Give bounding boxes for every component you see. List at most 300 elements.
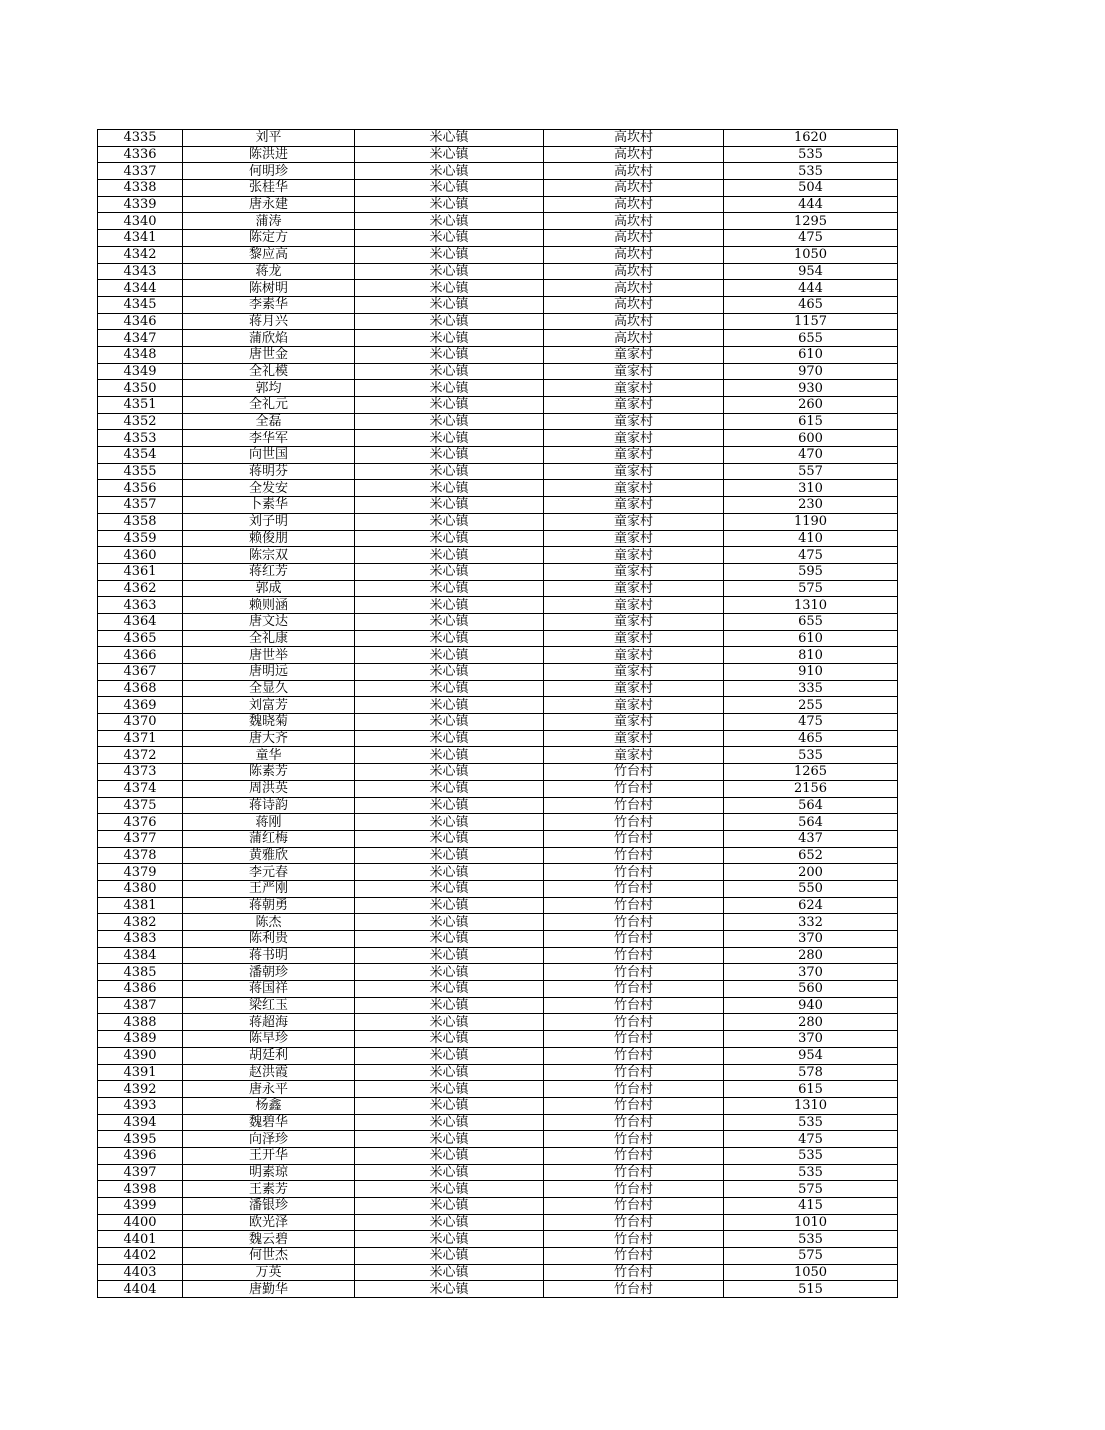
village-cell: 童家村 [544, 463, 724, 480]
table-row [98, 1214, 898, 1231]
name-cell: 全发安 [183, 480, 355, 497]
town-cell: 米心镇 [355, 280, 544, 297]
town-cell: 米心镇 [355, 1031, 544, 1048]
village-cell: 竹台村 [544, 1031, 724, 1048]
row-number-cell: 4339 [98, 196, 183, 213]
table-row [98, 680, 898, 697]
town-cell: 米心镇 [355, 814, 544, 831]
village-cell: 高坎村 [544, 230, 724, 247]
village-cell: 竹台村 [544, 914, 724, 931]
amount-cell: 940 [724, 997, 898, 1014]
table-row [98, 1164, 898, 1181]
table-row [98, 747, 898, 764]
town-cell: 米心镇 [355, 1198, 544, 1215]
village-cell: 竹台村 [544, 864, 724, 881]
town-cell: 米心镇 [355, 714, 544, 731]
amount-cell: 910 [724, 664, 898, 681]
town-cell: 米心镇 [355, 697, 544, 714]
name-cell: 陈早珍 [183, 1031, 355, 1048]
town-cell: 米心镇 [355, 680, 544, 697]
town-cell: 米心镇 [355, 1231, 544, 1248]
row-number-cell: 4373 [98, 764, 183, 781]
table-row [98, 797, 898, 814]
row-number-cell: 4346 [98, 313, 183, 330]
name-cell: 梁红玉 [183, 997, 355, 1014]
town-cell: 米心镇 [355, 630, 544, 647]
town-cell: 米心镇 [355, 664, 544, 681]
row-number-cell: 4363 [98, 597, 183, 614]
table-row [98, 1198, 898, 1215]
town-cell: 米心镇 [355, 780, 544, 797]
table-row [98, 463, 898, 480]
table-row [98, 880, 898, 897]
town-cell: 米心镇 [355, 747, 544, 764]
amount-cell: 444 [724, 280, 898, 297]
town-cell: 米心镇 [355, 947, 544, 964]
name-cell: 魏碧华 [183, 1114, 355, 1131]
name-cell: 全礼元 [183, 397, 355, 414]
village-cell: 高坎村 [544, 263, 724, 280]
town-cell: 米心镇 [355, 380, 544, 397]
row-number-cell: 4403 [98, 1264, 183, 1281]
amount-cell: 1157 [724, 313, 898, 330]
row-number-cell: 4347 [98, 330, 183, 347]
town-cell: 米心镇 [355, 363, 544, 380]
town-cell: 米心镇 [355, 513, 544, 530]
table-row [98, 730, 898, 747]
row-number-cell: 4399 [98, 1198, 183, 1215]
name-cell: 向泽珍 [183, 1131, 355, 1148]
amount-cell: 655 [724, 330, 898, 347]
table-row [98, 597, 898, 614]
amount-cell: 1295 [724, 213, 898, 230]
town-cell: 米心镇 [355, 1147, 544, 1164]
amount-cell: 370 [724, 931, 898, 948]
row-number-cell: 4353 [98, 430, 183, 447]
town-cell: 米心镇 [355, 931, 544, 948]
village-cell: 高坎村 [544, 330, 724, 347]
name-cell: 陈洪进 [183, 146, 355, 163]
table-row [98, 1097, 898, 1114]
name-cell: 潘朝珍 [183, 964, 355, 981]
name-cell: 全磊 [183, 413, 355, 430]
table-row [98, 1031, 898, 1048]
village-cell: 童家村 [544, 597, 724, 614]
village-cell: 竹台村 [544, 964, 724, 981]
amount-cell: 578 [724, 1064, 898, 1081]
table-row [98, 563, 898, 580]
name-cell: 王开华 [183, 1147, 355, 1164]
town-cell: 米心镇 [355, 1164, 544, 1181]
row-number-cell: 4394 [98, 1114, 183, 1131]
name-cell: 蒋朝勇 [183, 897, 355, 914]
town-cell: 米心镇 [355, 964, 544, 981]
row-number-cell: 4381 [98, 897, 183, 914]
village-cell: 童家村 [544, 447, 724, 464]
town-cell: 米心镇 [355, 397, 544, 414]
town-cell: 米心镇 [355, 1214, 544, 1231]
amount-cell: 280 [724, 1014, 898, 1031]
village-cell: 竹台村 [544, 1131, 724, 1148]
table-row [98, 1114, 898, 1131]
table-row [98, 513, 898, 530]
name-cell: 唐永建 [183, 196, 355, 213]
village-cell: 竹台村 [544, 1014, 724, 1031]
table-row [98, 1147, 898, 1164]
row-number-cell: 4376 [98, 814, 183, 831]
amount-cell: 954 [724, 263, 898, 280]
table-row [98, 847, 898, 864]
town-cell: 米心镇 [355, 313, 544, 330]
table-row [98, 280, 898, 297]
table-row [98, 330, 898, 347]
table-row [98, 196, 898, 213]
name-cell: 唐世举 [183, 647, 355, 664]
village-cell: 童家村 [544, 430, 724, 447]
row-number-cell: 4360 [98, 547, 183, 564]
name-cell: 全礼模 [183, 363, 355, 380]
row-number-cell: 4341 [98, 230, 183, 247]
row-number-cell: 4380 [98, 880, 183, 897]
village-cell: 竹台村 [544, 1114, 724, 1131]
amount-cell: 1010 [724, 1214, 898, 1231]
town-cell: 米心镇 [355, 1047, 544, 1064]
town-cell: 米心镇 [355, 847, 544, 864]
table-row [98, 547, 898, 564]
name-cell: 欧光泽 [183, 1214, 355, 1231]
row-number-cell: 4351 [98, 397, 183, 414]
row-number-cell: 4392 [98, 1081, 183, 1098]
row-number-cell: 4375 [98, 797, 183, 814]
village-cell: 竹台村 [544, 830, 724, 847]
row-number-cell: 4364 [98, 613, 183, 630]
table-row [98, 413, 898, 430]
town-cell: 米心镇 [355, 330, 544, 347]
village-cell: 童家村 [544, 563, 724, 580]
amount-cell: 615 [724, 1081, 898, 1098]
row-number-cell: 4393 [98, 1097, 183, 1114]
table-body [98, 130, 898, 1298]
town-cell: 米心镇 [355, 864, 544, 881]
row-number-cell: 4338 [98, 180, 183, 197]
town-cell: 米心镇 [355, 213, 544, 230]
name-cell: 赖则涵 [183, 597, 355, 614]
row-number-cell: 4348 [98, 346, 183, 363]
town-cell: 米心镇 [355, 263, 544, 280]
row-number-cell: 4358 [98, 513, 183, 530]
table-row [98, 1231, 898, 1248]
village-cell: 童家村 [544, 397, 724, 414]
amount-cell: 535 [724, 747, 898, 764]
village-cell: 童家村 [544, 530, 724, 547]
name-cell: 陈素芳 [183, 764, 355, 781]
town-cell: 米心镇 [355, 1097, 544, 1114]
name-cell: 李素华 [183, 296, 355, 313]
village-cell: 竹台村 [544, 1181, 724, 1198]
village-cell: 童家村 [544, 346, 724, 363]
row-number-cell: 4366 [98, 647, 183, 664]
village-cell: 童家村 [544, 680, 724, 697]
row-number-cell: 4401 [98, 1231, 183, 1248]
name-cell: 全礼康 [183, 630, 355, 647]
town-cell: 米心镇 [355, 764, 544, 781]
table-row [98, 947, 898, 964]
amount-cell: 1190 [724, 513, 898, 530]
row-number-cell: 4340 [98, 213, 183, 230]
amount-cell: 564 [724, 814, 898, 831]
name-cell: 蒲涛 [183, 213, 355, 230]
town-cell: 米心镇 [355, 163, 544, 180]
name-cell: 唐文达 [183, 613, 355, 630]
amount-cell: 230 [724, 497, 898, 514]
table-row [98, 146, 898, 163]
village-cell: 竹台村 [544, 1281, 724, 1298]
table-row [98, 931, 898, 948]
row-number-cell: 4368 [98, 680, 183, 697]
name-cell: 万英 [183, 1264, 355, 1281]
village-cell: 竹台村 [544, 1164, 724, 1181]
amount-cell: 564 [724, 797, 898, 814]
name-cell: 唐永平 [183, 1081, 355, 1098]
table-row [98, 430, 898, 447]
name-cell: 蒋月兴 [183, 313, 355, 330]
amount-cell: 370 [724, 1031, 898, 1048]
amount-cell: 310 [724, 480, 898, 497]
town-cell: 米心镇 [355, 730, 544, 747]
amount-cell: 2156 [724, 780, 898, 797]
village-cell: 童家村 [544, 714, 724, 731]
village-cell: 童家村 [544, 580, 724, 597]
amount-cell: 810 [724, 647, 898, 664]
name-cell: 蒋诗韵 [183, 797, 355, 814]
town-cell: 米心镇 [355, 597, 544, 614]
village-cell: 童家村 [544, 413, 724, 430]
village-cell: 竹台村 [544, 1264, 724, 1281]
row-number-cell: 4379 [98, 864, 183, 881]
amount-cell: 437 [724, 830, 898, 847]
village-cell: 高坎村 [544, 246, 724, 263]
table-row [98, 447, 898, 464]
amount-cell: 954 [724, 1047, 898, 1064]
row-number-cell: 4371 [98, 730, 183, 747]
village-cell: 竹台村 [544, 1047, 724, 1064]
row-number-cell: 4336 [98, 146, 183, 163]
village-cell: 竹台村 [544, 897, 724, 914]
row-number-cell: 4335 [98, 130, 183, 147]
row-number-cell: 4365 [98, 630, 183, 647]
town-cell: 米心镇 [355, 1131, 544, 1148]
amount-cell: 444 [724, 196, 898, 213]
row-number-cell: 4349 [98, 363, 183, 380]
row-number-cell: 4345 [98, 296, 183, 313]
name-cell: 唐大齐 [183, 730, 355, 747]
village-cell: 童家村 [544, 480, 724, 497]
amount-cell: 575 [724, 1248, 898, 1265]
name-cell: 赵洪霞 [183, 1064, 355, 1081]
town-cell: 米心镇 [355, 830, 544, 847]
town-cell: 米心镇 [355, 897, 544, 914]
town-cell: 米心镇 [355, 480, 544, 497]
table-row [98, 697, 898, 714]
amount-cell: 535 [724, 163, 898, 180]
town-cell: 米心镇 [355, 130, 544, 147]
row-number-cell: 4387 [98, 997, 183, 1014]
table-row [98, 780, 898, 797]
town-cell: 米心镇 [355, 1264, 544, 1281]
table-row [98, 981, 898, 998]
name-cell: 何明珍 [183, 163, 355, 180]
amount-cell: 1050 [724, 246, 898, 263]
name-cell: 唐勤华 [183, 1281, 355, 1298]
town-cell: 米心镇 [355, 1181, 544, 1198]
name-cell: 唐明远 [183, 664, 355, 681]
name-cell: 陈树明 [183, 280, 355, 297]
table-row [98, 480, 898, 497]
town-cell: 米心镇 [355, 563, 544, 580]
amount-cell: 504 [724, 180, 898, 197]
table-row [98, 580, 898, 597]
row-number-cell: 4402 [98, 1248, 183, 1265]
table-row [98, 246, 898, 263]
town-cell: 米心镇 [355, 880, 544, 897]
village-cell: 竹台村 [544, 780, 724, 797]
name-cell: 蒋书明 [183, 947, 355, 964]
amount-cell: 575 [724, 580, 898, 597]
amount-cell: 515 [724, 1281, 898, 1298]
table-row [98, 213, 898, 230]
village-cell: 竹台村 [544, 1081, 724, 1098]
village-cell: 竹台村 [544, 1231, 724, 1248]
name-cell: 全显久 [183, 680, 355, 697]
row-number-cell: 4352 [98, 413, 183, 430]
name-cell: 明素琼 [183, 1164, 355, 1181]
name-cell: 魏晓菊 [183, 714, 355, 731]
row-number-cell: 4400 [98, 1214, 183, 1231]
amount-cell: 615 [724, 413, 898, 430]
name-cell: 郭均 [183, 380, 355, 397]
row-number-cell: 4361 [98, 563, 183, 580]
town-cell: 米心镇 [355, 981, 544, 998]
name-cell: 蒋明芬 [183, 463, 355, 480]
name-cell: 刘平 [183, 130, 355, 147]
table-row [98, 1064, 898, 1081]
table-row [98, 1248, 898, 1265]
amount-cell: 465 [724, 296, 898, 313]
row-number-cell: 4385 [98, 964, 183, 981]
table-row [98, 830, 898, 847]
table-row [98, 230, 898, 247]
table-row [98, 997, 898, 1014]
town-cell: 米心镇 [355, 497, 544, 514]
town-cell: 米心镇 [355, 547, 544, 564]
town-cell: 米心镇 [355, 246, 544, 263]
amount-cell: 475 [724, 1131, 898, 1148]
table-row [98, 497, 898, 514]
amount-cell: 610 [724, 630, 898, 647]
name-cell: 陈杰 [183, 914, 355, 931]
row-number-cell: 4378 [98, 847, 183, 864]
village-cell: 高坎村 [544, 196, 724, 213]
amount-cell: 535 [724, 1114, 898, 1131]
village-cell: 竹台村 [544, 1248, 724, 1265]
amount-cell: 465 [724, 730, 898, 747]
row-number-cell: 4397 [98, 1164, 183, 1181]
table-row [98, 1014, 898, 1031]
amount-cell: 535 [724, 1164, 898, 1181]
amount-cell: 1265 [724, 764, 898, 781]
row-number-cell: 4337 [98, 163, 183, 180]
name-cell: 魏云碧 [183, 1231, 355, 1248]
row-number-cell: 4388 [98, 1014, 183, 1031]
name-cell: 黎应高 [183, 246, 355, 263]
name-cell: 张桂华 [183, 180, 355, 197]
name-cell: 黄雅欣 [183, 847, 355, 864]
name-cell: 蒋超海 [183, 1014, 355, 1031]
amount-cell: 970 [724, 363, 898, 380]
town-cell: 米心镇 [355, 914, 544, 931]
town-cell: 米心镇 [355, 230, 544, 247]
name-cell: 陈定方 [183, 230, 355, 247]
amount-cell: 415 [724, 1198, 898, 1215]
name-cell: 李元春 [183, 864, 355, 881]
row-number-cell: 4362 [98, 580, 183, 597]
row-number-cell: 4390 [98, 1047, 183, 1064]
name-cell: 唐世金 [183, 346, 355, 363]
village-cell: 竹台村 [544, 1214, 724, 1231]
village-cell: 童家村 [544, 363, 724, 380]
table-row [98, 764, 898, 781]
village-cell: 竹台村 [544, 1097, 724, 1114]
village-cell: 童家村 [544, 497, 724, 514]
data-table [97, 129, 898, 1298]
village-cell: 童家村 [544, 380, 724, 397]
amount-cell: 200 [724, 864, 898, 881]
village-cell: 竹台村 [544, 931, 724, 948]
town-cell: 米心镇 [355, 447, 544, 464]
row-number-cell: 4369 [98, 697, 183, 714]
amount-cell: 930 [724, 380, 898, 397]
village-cell: 童家村 [544, 547, 724, 564]
name-cell: 蒋龙 [183, 263, 355, 280]
name-cell: 李华军 [183, 430, 355, 447]
table-row [98, 1281, 898, 1298]
row-number-cell: 4389 [98, 1031, 183, 1048]
table-row [98, 363, 898, 380]
village-cell: 童家村 [544, 630, 724, 647]
town-cell: 米心镇 [355, 1114, 544, 1131]
village-cell: 竹台村 [544, 1064, 724, 1081]
amount-cell: 575 [724, 1181, 898, 1198]
table-row [98, 380, 898, 397]
name-cell: 蒋国祥 [183, 981, 355, 998]
table-row [98, 130, 898, 147]
village-cell: 竹台村 [544, 880, 724, 897]
name-cell: 蒲欣焰 [183, 330, 355, 347]
amount-cell: 557 [724, 463, 898, 480]
village-cell: 童家村 [544, 730, 724, 747]
town-cell: 米心镇 [355, 346, 544, 363]
amount-cell: 255 [724, 697, 898, 714]
town-cell: 米心镇 [355, 296, 544, 313]
name-cell: 杨鑫 [183, 1097, 355, 1114]
name-cell: 胡廷利 [183, 1047, 355, 1064]
village-cell: 高坎村 [544, 146, 724, 163]
amount-cell: 470 [724, 447, 898, 464]
table-row [98, 530, 898, 547]
row-number-cell: 4344 [98, 280, 183, 297]
name-cell: 陈宗双 [183, 547, 355, 564]
name-cell: 童华 [183, 747, 355, 764]
